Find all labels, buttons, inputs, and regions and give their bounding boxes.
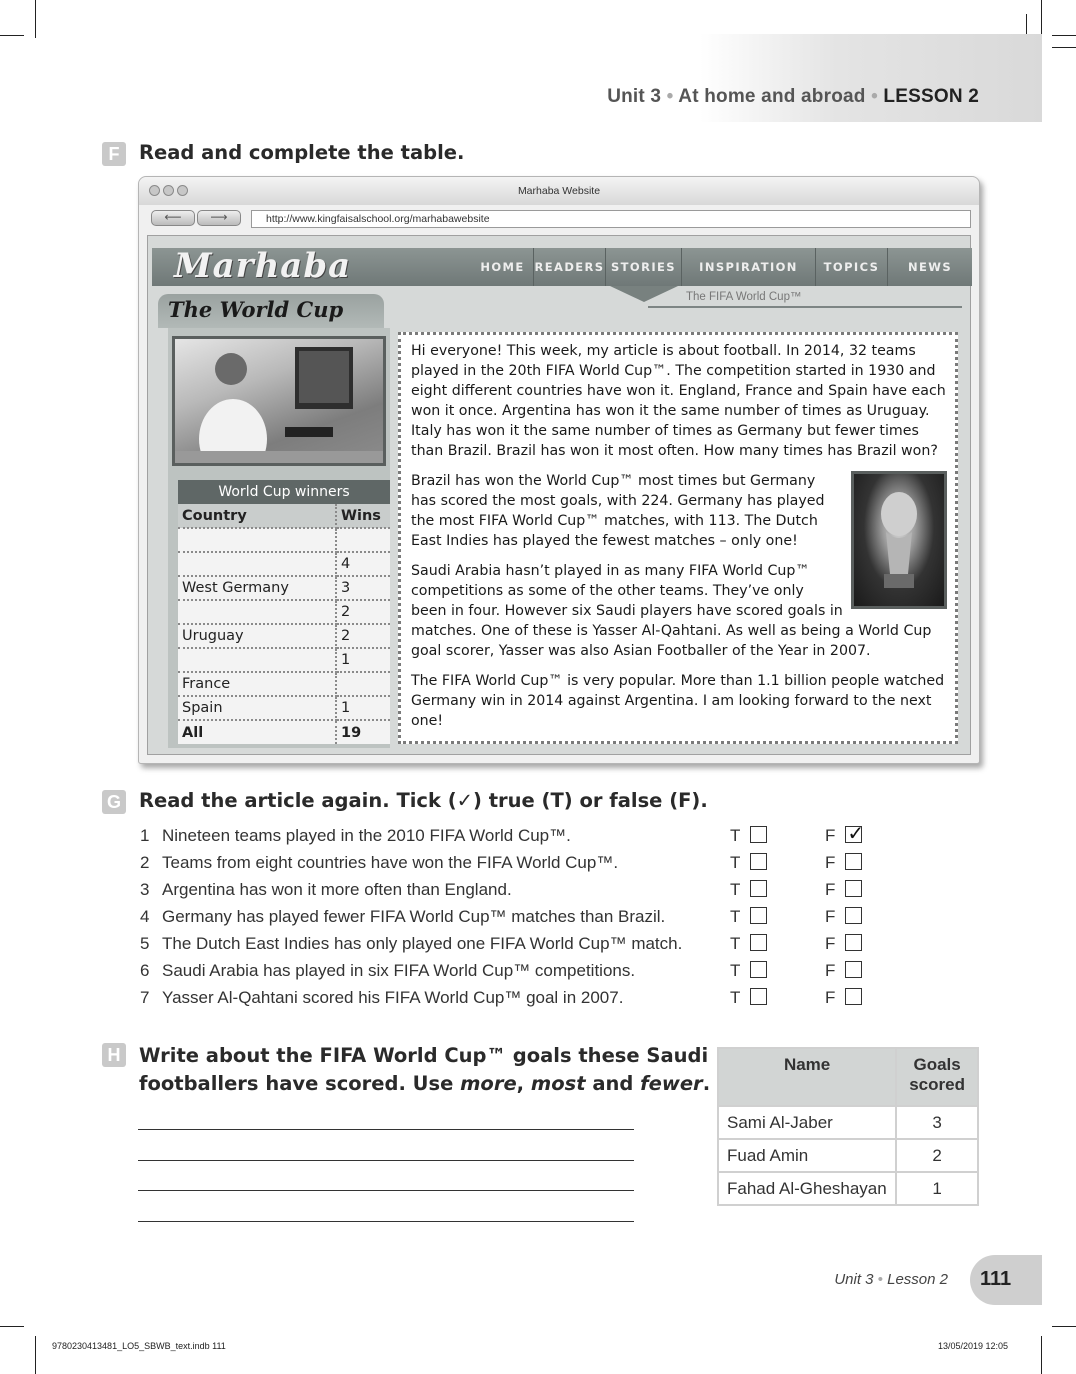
table-row — [178, 624, 390, 648]
header-wins: Wins — [336, 504, 390, 528]
header-band — [700, 34, 1042, 122]
true-label: T — [730, 907, 741, 926]
country-cell: Uruguay — [178, 624, 336, 648]
item-number: 7 — [140, 988, 150, 1007]
footer-unit-label: Unit 3 — [834, 1271, 874, 1288]
country-cell[interactable] — [178, 552, 336, 576]
table-row — [718, 1139, 978, 1172]
country-cell[interactable] — [178, 528, 336, 552]
writing-line[interactable] — [138, 1190, 634, 1191]
title-comma: , — [516, 1072, 531, 1095]
header-country: Country — [178, 504, 336, 528]
site-logo[interactable]: Marhaba — [174, 246, 352, 286]
false-label: F — [825, 934, 836, 953]
false-option — [825, 934, 862, 954]
true-checkbox[interactable] — [750, 961, 767, 978]
total-label: All — [178, 720, 336, 744]
header-goals-scored: Goals scored — [896, 1048, 978, 1106]
title-text: footballers have scored. Use — [139, 1072, 461, 1095]
true-checkbox[interactable] — [750, 907, 767, 924]
section-h-title-line2 — [139, 1070, 710, 1098]
section-h-title-line1: Write about the FIFA World Cup™ goals these Saudi — [139, 1044, 709, 1067]
browser-titlebar — [139, 177, 979, 205]
false-checkbox[interactable] — [845, 853, 862, 870]
title-and: and — [585, 1072, 641, 1095]
wins-cell: 3 — [336, 576, 390, 600]
country-cell: France — [178, 672, 336, 696]
winners-table — [178, 504, 390, 744]
false-checkbox[interactable] — [845, 907, 862, 924]
true-checkbox[interactable] — [750, 934, 767, 951]
table-row — [178, 696, 390, 720]
player-name: Fahad Al-Gheshayan — [718, 1172, 896, 1205]
table-row — [178, 576, 390, 600]
false-label: F — [825, 961, 836, 980]
title-period: . — [702, 1072, 711, 1095]
player-goals: 3 — [896, 1106, 978, 1139]
true-checkbox[interactable] — [750, 826, 767, 843]
writing-line[interactable] — [138, 1129, 634, 1130]
unit-theme: At home and abroad — [678, 86, 866, 107]
tick-icon: ✓ — [847, 823, 865, 845]
country-cell: West Germany — [178, 576, 336, 600]
item-number: 5 — [140, 934, 150, 953]
wins-cell[interactable] — [336, 528, 390, 552]
true-label: T — [730, 880, 741, 899]
item-statement: Argentina has won it more often than England. — [162, 880, 512, 899]
list-item — [140, 823, 870, 852]
crop-mark — [1041, 1336, 1042, 1374]
word-more: more — [460, 1072, 517, 1095]
table-row — [178, 528, 390, 552]
nav-topics[interactable]: TOPICS — [816, 248, 888, 286]
item-statement: Teams from eight countries have won the FIFA World Cup™. — [162, 853, 619, 872]
forward-button[interactable]: ⟶ — [197, 210, 241, 226]
country-cell[interactable] — [178, 600, 336, 624]
winners-table-title: World Cup winners — [178, 480, 390, 504]
false-checkbox[interactable] — [845, 934, 862, 951]
crop-mark — [0, 1326, 24, 1327]
true-option — [730, 961, 767, 981]
section-h-badge: H — [102, 1043, 126, 1067]
true-option — [730, 907, 767, 927]
boy-at-computer-photo — [172, 336, 386, 466]
true-label: T — [730, 934, 741, 953]
lesson-label: LESSON 2 — [883, 86, 979, 107]
unit-label: Unit 3 — [607, 86, 662, 107]
nav-news[interactable]: NEWS — [907, 260, 953, 274]
total-wins: 19 — [341, 724, 362, 741]
false-label: F — [825, 826, 836, 845]
item-statement: Yasser Al-Qahtani scored his FIFA World Cup™ goal in 2007. — [162, 988, 624, 1007]
crop-mark — [1052, 35, 1076, 36]
true-label: T — [730, 826, 741, 845]
player-goals: 1 — [896, 1172, 978, 1205]
writing-line[interactable] — [138, 1160, 634, 1161]
table-row — [718, 1106, 978, 1139]
true-label: T — [730, 853, 741, 872]
true-label: T — [730, 988, 741, 1007]
print-slug-date: 13/05/2019 12:05 — [938, 1341, 1009, 1351]
crop-mark — [35, 1336, 36, 1374]
header-separator: • — [666, 86, 674, 107]
false-label: F — [825, 988, 836, 1007]
nav-inspiration[interactable]: INSPIRATION — [682, 248, 816, 286]
wins-cell: 2 — [336, 600, 390, 624]
false-option — [825, 823, 865, 846]
footer-separator: • — [877, 1271, 883, 1288]
false-option — [825, 853, 862, 873]
breadcrumb-rule — [648, 306, 962, 308]
wins-cell[interactable] — [336, 672, 390, 696]
article-paragraph: Saudi Arabia hasn’t played in as many FIFA World Cup™ competitions as some of the other teams. They’ve only been in four. However six Saudi players have scored goals in matches. One of these is Yasser Al-Qahtani. As well as being a World Cup goal scorer, Yasser was also Asian Footballer of the Year in 2007. — [411, 563, 932, 659]
list-item — [140, 907, 870, 933]
footer-lesson-label: Lesson 2 — [887, 1271, 948, 1288]
section-h-title — [139, 1042, 710, 1098]
world-cup-trophy-photo — [851, 471, 947, 609]
list-item — [140, 934, 870, 960]
true-option — [730, 853, 767, 873]
false-label: F — [825, 907, 836, 926]
true-option — [730, 988, 767, 1008]
table-row — [178, 648, 390, 672]
table-row — [178, 600, 390, 624]
list-item — [140, 880, 870, 906]
goals-header-row — [718, 1048, 978, 1106]
player-name: Fuad Amin — [718, 1139, 896, 1172]
false-checkbox[interactable] — [845, 880, 862, 897]
nav-stories[interactable]: STORIES — [606, 248, 682, 286]
page-tab — [158, 294, 384, 328]
true-option — [730, 826, 767, 846]
trophy-illustration — [854, 474, 944, 606]
false-option — [825, 880, 862, 900]
item-number: 1 — [140, 826, 150, 845]
article-paragraph: Brazil has won the World Cup™ most times but Germany has scored the most goals, with 224. Germany has played the most FIFA World Cup™ matches, with 113. The Dutch East Indies has played the fewest matches – only one! — [411, 473, 825, 549]
false-checkbox[interactable] — [845, 823, 865, 845]
country-cell[interactable] — [178, 648, 336, 672]
photo-illustration — [175, 339, 383, 463]
true-checkbox[interactable] — [750, 880, 767, 897]
item-number: 6 — [140, 961, 150, 980]
page-title: The World Cup — [168, 297, 344, 322]
section-g-title: Read the article again. Tick (✓) true (T) or false (F). — [139, 789, 708, 812]
true-checkbox[interactable] — [750, 988, 767, 1005]
header-separator: • — [871, 86, 878, 107]
unit-header — [607, 86, 979, 108]
crop-mark — [1041, 0, 1042, 38]
item-number: 3 — [140, 880, 150, 899]
wins-cell: 2 — [336, 624, 390, 648]
goals-table — [717, 1047, 979, 1206]
false-label: F — [825, 853, 836, 872]
section-g-badge: G — [102, 790, 126, 814]
table-row — [178, 552, 390, 576]
item-number: 2 — [140, 853, 150, 872]
breadcrumb[interactable]: The FIFA World Cup™ — [686, 291, 802, 303]
item-statement: The Dutch East Indies has only played one FIFA World Cup™ match. — [162, 934, 683, 953]
back-button[interactable]: ⟵ — [151, 210, 195, 226]
wins-cell: 1 — [336, 648, 390, 672]
article-body — [398, 332, 958, 744]
item-statement: Germany has played fewer FIFA World Cup™ matches than Brazil. — [162, 907, 666, 926]
print-slug-file: 9780230413481_LO5_SBWB_text.indb 111 — [52, 1341, 226, 1351]
item-statement: Saudi Arabia has played in six FIFA World Cup™ competitions. — [162, 961, 636, 980]
list-item — [140, 853, 870, 879]
true-option — [730, 934, 767, 954]
word-fewer: fewer — [640, 1072, 703, 1095]
false-checkbox[interactable] — [845, 988, 862, 1005]
country-cell: Spain — [178, 696, 336, 720]
crop-mark — [1052, 1326, 1076, 1327]
false-option — [825, 907, 862, 927]
webpage-content — [147, 235, 971, 755]
word-most: most — [530, 1072, 586, 1095]
site-navbar — [152, 248, 972, 286]
player-goals: 2 — [896, 1139, 978, 1172]
false-checkbox[interactable] — [845, 961, 862, 978]
false-option — [825, 961, 862, 981]
table-total-row — [178, 720, 390, 744]
header-name: Name — [718, 1048, 896, 1106]
true-option — [730, 880, 767, 900]
crop-mark — [0, 35, 24, 36]
writing-line[interactable] — [138, 1221, 634, 1222]
crop-mark — [35, 0, 36, 38]
wins-cell: 4 — [336, 552, 390, 576]
true-checkbox[interactable] — [750, 853, 767, 870]
wins-cell: 1 — [336, 696, 390, 720]
article-paragraph: Hi everyone! This week, my article is about football. In 2014, 32 teams played in the 20th FIFA World Cup™. The competition started in 1930 and eight different countries have won it. England, France and Spain have each won it once. Argentina has won it the same number of times as Uruguay. Italy has won it the same number of times as Germany but fewer times than Brazil. Brazil has won it most often. How many times has Brazil won? — [411, 343, 946, 459]
item-statement: Nineteen teams played in the 2010 FIFA World Cup™. — [162, 826, 571, 845]
url-bar[interactable]: http://www.kingfaisalschool.org/marhabawebsite — [251, 210, 971, 228]
false-label: F — [825, 880, 836, 899]
section-f-badge: F — [102, 142, 126, 166]
nav-home[interactable]: HOME — [472, 248, 534, 286]
false-option — [825, 988, 862, 1008]
item-number: 4 — [140, 907, 150, 926]
true-label: T — [730, 961, 741, 980]
list-item — [140, 988, 870, 1014]
table-header-row — [178, 504, 390, 528]
player-name: Sami Al-Jaber — [718, 1106, 896, 1139]
browser-window — [138, 176, 980, 764]
crop-mark — [1052, 47, 1076, 48]
nav-active-pointer — [610, 286, 678, 302]
section-f-title: Read and complete the table. — [139, 141, 465, 164]
table-row — [178, 672, 390, 696]
footer-unit — [834, 1271, 948, 1288]
article-paragraph: The FIFA World Cup™ is very popular. More than 1.1 billion people watched Germany win in 2014 against Argentina. I am looking forward to the next one! — [411, 673, 945, 729]
nav-readers[interactable]: READERS — [534, 248, 606, 286]
table-row — [718, 1172, 978, 1205]
window-title: Marhaba Website — [517, 185, 601, 197]
list-item — [140, 961, 870, 987]
page-number: 111 — [980, 1268, 1012, 1290]
